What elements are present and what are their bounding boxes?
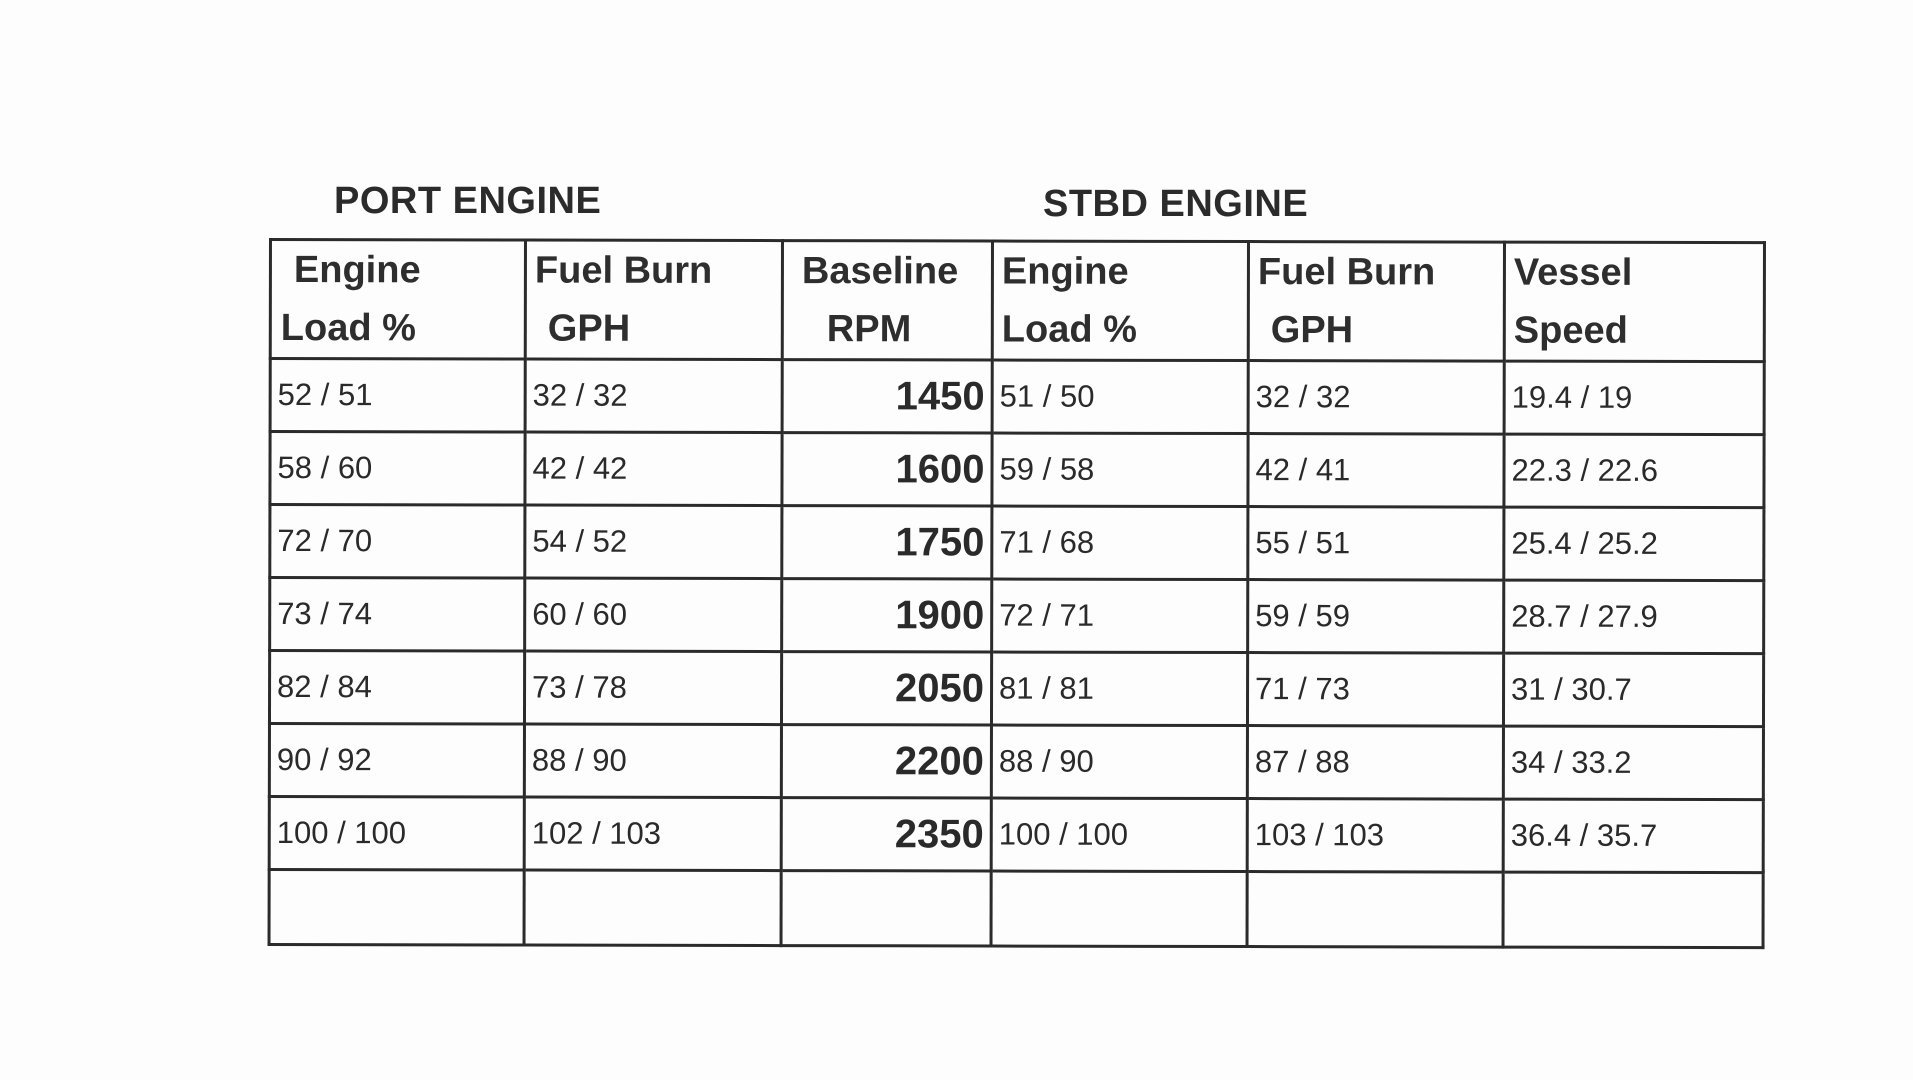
stbd-fuel-cell: 32 / 32 (1248, 361, 1504, 435)
header-line: Load % (280, 307, 416, 350)
port-load-cell: 72 / 70 (270, 505, 525, 579)
header-port-engine-load (270, 240, 525, 360)
table-row (270, 432, 1764, 508)
port-fuel-cell: 60 / 60 (525, 578, 782, 652)
header-line: GPH (1270, 309, 1354, 352)
vessel-speed-cell: 25.4 / 25.2 (1504, 507, 1764, 581)
port-fuel-cell: 42 / 42 (525, 432, 782, 506)
table-row (270, 359, 1764, 435)
header-line: Load % (1001, 308, 1137, 351)
header-line: Engine (293, 249, 421, 292)
header-line: Fuel Burn (534, 249, 713, 292)
stbd-engine-title: STBD ENGINE (1043, 183, 1309, 225)
header-line: Speed (1513, 309, 1628, 352)
vessel-speed-cell: 36.4 / 35.7 (1503, 799, 1763, 873)
port-fuel-cell: 32 / 32 (525, 359, 782, 433)
empty-cell (269, 870, 524, 946)
stbd-load-cell: 100 / 100 (991, 798, 1247, 872)
stbd-load-cell: 88 / 90 (991, 725, 1247, 799)
empty-cell (1247, 872, 1503, 948)
empty-cell (524, 870, 781, 946)
stbd-load-cell: 81 / 81 (991, 652, 1247, 726)
rpm-cell: 2200 (781, 725, 991, 798)
port-load-cell: 52 / 51 (270, 359, 525, 433)
empty-cell (991, 871, 1247, 947)
stbd-fuel-cell: 103 / 103 (1247, 799, 1503, 873)
header-line: GPH (547, 307, 631, 350)
rpm-cell: 2050 (781, 652, 991, 725)
rpm-cell: 1600 (782, 433, 992, 506)
table-row (269, 797, 1763, 873)
table-row (269, 651, 1763, 727)
rpm-cell: 1450 (782, 360, 992, 433)
port-fuel-cell: 102 / 103 (524, 797, 781, 871)
stbd-fuel-cell: 87 / 88 (1247, 726, 1503, 800)
port-engine-title: PORT ENGINE (334, 180, 602, 222)
port-load-cell: 90 / 92 (269, 724, 524, 798)
stbd-fuel-cell: 59 / 59 (1248, 580, 1504, 654)
empty-cell (781, 871, 991, 946)
rpm-cell: 1750 (782, 506, 992, 579)
stbd-fuel-cell: 42 / 41 (1248, 434, 1504, 508)
port-load-cell: 58 / 60 (270, 432, 525, 506)
table-header-row (270, 240, 1764, 362)
header-vessel-speed (1504, 242, 1764, 362)
port-fuel-cell: 88 / 90 (524, 724, 781, 798)
table-row (270, 505, 1764, 581)
header-line: Baseline (801, 250, 959, 293)
header-line: Vessel (1513, 251, 1633, 294)
empty-cell (1503, 872, 1763, 948)
header-line: RPM (826, 308, 912, 351)
header-line: Fuel Burn (1257, 251, 1436, 294)
port-load-cell: 73 / 74 (270, 578, 525, 652)
empty-table-row (269, 870, 1763, 948)
port-load-cell: 100 / 100 (269, 797, 524, 871)
port-load-cell: 82 / 84 (269, 651, 524, 725)
header-baseline-rpm (782, 241, 992, 360)
stbd-fuel-cell: 71 / 73 (1247, 653, 1503, 727)
port-fuel-cell: 54 / 52 (525, 505, 782, 579)
header-stbd-engine-load (992, 241, 1248, 361)
port-fuel-cell: 73 / 78 (524, 651, 781, 725)
stbd-load-cell: 71 / 68 (992, 506, 1248, 580)
vessel-speed-cell: 28.7 / 27.9 (1504, 580, 1764, 654)
header-port-fuel-burn (525, 240, 782, 360)
table-row (269, 724, 1763, 800)
rpm-cell: 2350 (781, 798, 991, 871)
vessel-speed-cell: 31 / 30.7 (1503, 653, 1763, 727)
rpm-cell: 1900 (782, 579, 992, 652)
header-line: Engine (1001, 250, 1129, 293)
stbd-load-cell: 51 / 50 (992, 360, 1248, 434)
stbd-fuel-cell: 55 / 51 (1248, 507, 1504, 581)
stbd-load-cell: 59 / 58 (992, 433, 1248, 507)
stbd-load-cell: 72 / 71 (992, 579, 1248, 653)
vessel-speed-cell: 34 / 33.2 (1503, 726, 1763, 800)
header-stbd-fuel-burn (1248, 242, 1504, 362)
engine-performance-table (268, 238, 1766, 949)
table-row (270, 578, 1764, 654)
vessel-speed-cell: 19.4 / 19 (1504, 361, 1764, 435)
vessel-speed-cell: 22.3 / 22.6 (1504, 434, 1764, 508)
